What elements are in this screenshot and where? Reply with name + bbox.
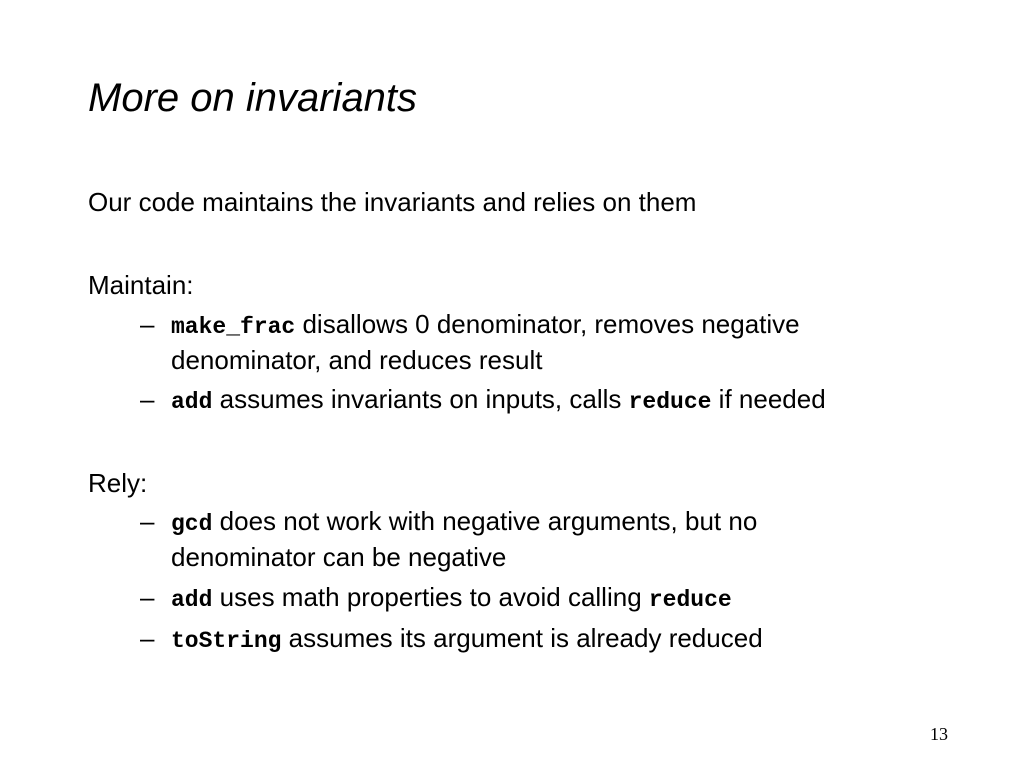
bullet-description: assumes invariants on inputs, calls xyxy=(212,384,629,414)
code-make-frac: make_frac xyxy=(171,314,296,340)
rely-bullet-add xyxy=(140,581,900,617)
bullet-dash: – xyxy=(140,582,155,612)
slide-title: More on invariants xyxy=(88,76,418,120)
bullet-dash: – xyxy=(140,506,155,536)
bullet-text xyxy=(171,622,900,658)
bullet-text xyxy=(171,505,900,574)
bullet-description: uses math properties to avoid calling xyxy=(212,582,649,612)
bullet-text xyxy=(171,383,900,419)
bullet-dash: – xyxy=(140,623,155,653)
bullet-dash: – xyxy=(140,309,155,339)
code-tostring: toString xyxy=(171,628,282,654)
bullet-description: assumes its argument is already reduced xyxy=(281,623,763,653)
bullet-text xyxy=(171,308,900,377)
maintain-heading: Maintain: xyxy=(88,270,194,300)
bullet-description: disallows 0 denominator, removes negative denominator, and reduces result xyxy=(171,309,800,375)
page-number: 13 xyxy=(930,724,948,744)
bullet-dash: – xyxy=(140,384,155,414)
bullet-description-end: if needed xyxy=(711,384,826,414)
code-add: add xyxy=(171,587,213,613)
intro-text: Our code maintains the invariants and relies on them xyxy=(88,187,697,217)
bullet-description: does not work with negative arguments, but no denominator can be negative xyxy=(171,506,758,572)
code-reduce: reduce xyxy=(628,389,712,415)
rely-bullet-tostring xyxy=(140,622,900,658)
code-add: add xyxy=(171,389,213,415)
maintain-bullet-add xyxy=(140,383,900,419)
rely-bullet-gcd xyxy=(140,505,900,574)
rely-heading: Rely: xyxy=(88,468,148,498)
bullet-text xyxy=(171,581,900,617)
maintain-bullet-make-frac xyxy=(140,308,900,377)
code-reduce: reduce xyxy=(648,587,732,613)
code-gcd: gcd xyxy=(171,511,213,537)
